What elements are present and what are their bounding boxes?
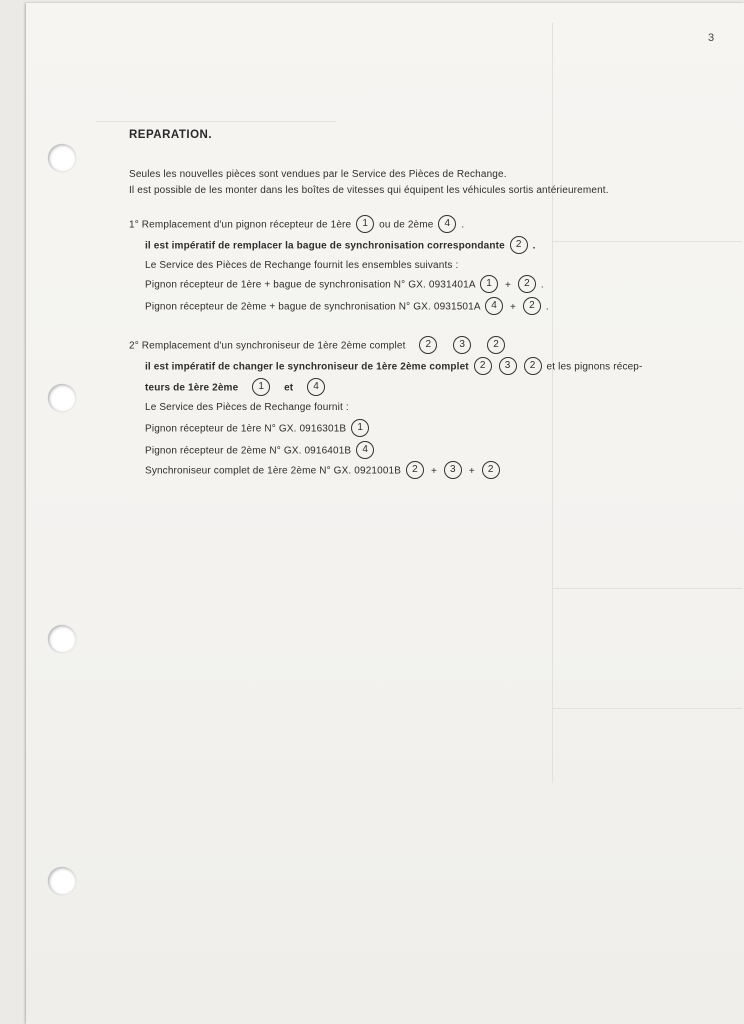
s1-line-1	[129, 216, 464, 234]
s1-line-4-end: .	[540, 279, 544, 291]
plus-sign: +	[430, 465, 437, 477]
part-ref-circle: 2	[406, 461, 424, 479]
part-ref-circle: 2	[523, 297, 541, 315]
page-number: 3	[708, 32, 715, 44]
part-ref-circle: 4	[485, 297, 503, 315]
part-ref-circle: 4	[307, 378, 325, 396]
part-ref-circle: 2	[482, 461, 500, 479]
s2-line-5-text: Pignon récepteur de 1ère N° GX. 0916301B	[145, 423, 347, 435]
part-ref-circle: 3	[444, 461, 462, 479]
s2-line-7-text: Synchroniseur complet de 1ère 2ème N° GX. 0921001B	[145, 465, 402, 477]
s2-line-7	[145, 462, 502, 480]
part-ref-circle: 3	[453, 336, 471, 354]
s1-line-1-text: 1° Remplacement d'un pignon récepteur de 1ère	[129, 219, 352, 231]
part-ref-circle: 4	[438, 215, 456, 233]
s2-line-1	[129, 337, 507, 355]
s1-line-4-text: Pignon récepteur de 1ère + bague de synchronisation N° GX. 0931401A	[145, 279, 476, 291]
part-ref-circle: 2	[474, 357, 492, 375]
plus-sign: +	[504, 279, 511, 291]
binder-hole-3	[48, 625, 76, 653]
part-ref-circle: 4	[356, 441, 374, 459]
s1-line-5-end: .	[545, 301, 549, 313]
s1-line-1-mid: ou de 2ème	[379, 219, 434, 231]
binder-hole-1	[48, 144, 76, 172]
s1-line-1-end: .	[461, 219, 465, 231]
part-ref-circle: 1	[351, 419, 369, 437]
s2-line-3	[145, 379, 327, 397]
s2-line-6-text: Pignon récepteur de 2ème N° GX. 0916401B	[145, 445, 352, 457]
part-ref-circle: 2	[487, 336, 505, 354]
s2-line-6	[145, 442, 376, 460]
s2-line-5	[145, 420, 371, 438]
s2-line-3-mid: et	[284, 382, 294, 394]
section-heading: REPARATION.	[129, 129, 213, 141]
s1-line-5-text: Pignon récepteur de 2ème + bague de synchronisation N° GX. 0931501A	[145, 301, 481, 313]
s1-line-4	[145, 276, 544, 294]
s2-line-2-text: il est impératif de changer le synchroniseur de 1ère 2ème complet	[145, 361, 469, 373]
plus-sign: +	[468, 465, 475, 477]
plus-sign: +	[509, 301, 516, 313]
part-ref-circle: 3	[499, 357, 517, 375]
s1-line-5	[145, 298, 549, 316]
part-ref-circle: 1	[356, 215, 374, 233]
part-ref-circle: 2	[524, 357, 542, 375]
part-ref-circle: 2	[419, 336, 437, 354]
intro-line-2: Il est possible de les monter dans les boîtes de vitesses qui équipent les véhicules sortis antérieurement.	[129, 185, 609, 196]
s1-line-2	[145, 237, 536, 255]
s2-line-2	[145, 358, 643, 376]
binder-hole-4	[48, 867, 76, 895]
s2-line-4: Le Service des Pièces de Rechange fournit :	[145, 402, 349, 413]
s2-line-3-text: teurs de 1ère 2ème	[145, 382, 239, 394]
part-ref-circle: 2	[518, 275, 536, 293]
document-page	[26, 3, 744, 1024]
part-ref-circle: 2	[510, 236, 528, 254]
part-ref-circle: 1	[252, 378, 270, 396]
binder-hole-2	[48, 384, 76, 412]
intro-line-1: Seules les nouvelles pièces sont vendues par le Service des Pièces de Rechange.	[129, 169, 507, 180]
s1-line-2-end: .	[532, 240, 536, 252]
s1-line-2-text: il est impératif de remplacer la bague de synchronisation correspondante	[145, 240, 505, 252]
part-ref-circle: 1	[480, 275, 498, 293]
s1-line-3: Le Service des Pièces de Rechange fournit les ensembles suivants :	[145, 260, 459, 271]
s2-line-2-end: et les pignons récep-	[546, 361, 643, 373]
s2-line-1-text: 2° Remplacement d'un synchroniseur de 1ère 2ème complet	[129, 340, 406, 352]
